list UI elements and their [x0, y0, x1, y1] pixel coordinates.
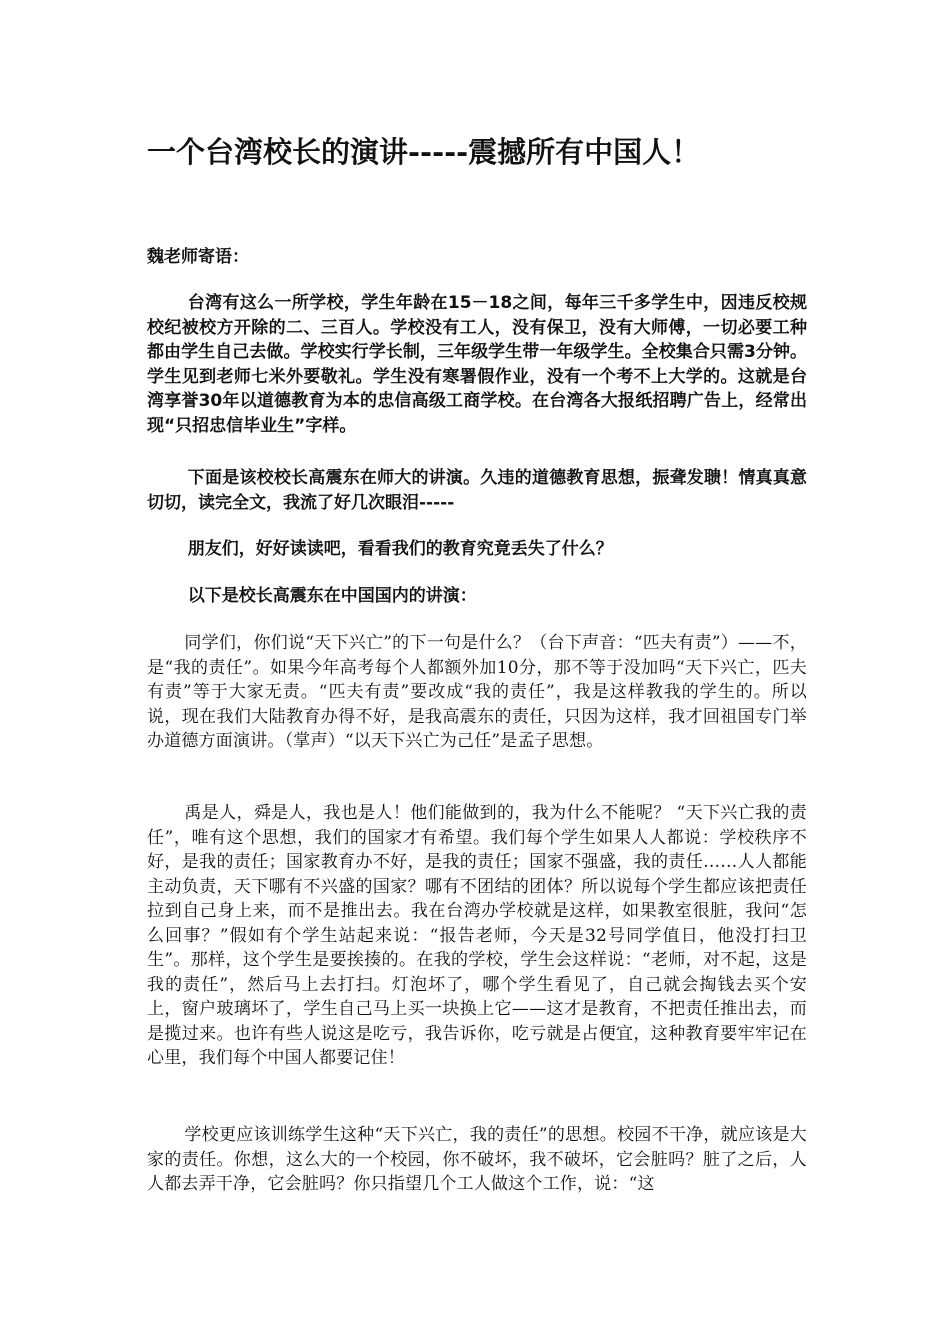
speech-intro-paragraph: 下面是该校校长高震东在师大的讲演。久违的道德教育思想，振聋发聩！情真真意切切，读完全文，我流了好几次眼泪-----: [147, 468, 807, 513]
page-title: 一个台湾校长的演讲-----震撼所有中国人！: [147, 135, 701, 169]
speech-heading-paragraph: 以下是校长高震东在中国国内的讲演：: [187, 586, 477, 606]
reader-note-paragraph: 朋友们，好好读读吧，看看我们的教育究竟丢失了什么？: [187, 539, 613, 559]
intro-paragraph: 台湾有这么一所学校，学生年龄在15－18之间，每年三千多学生中，因违反校规校纪被校方开除的二、三百人。学校没有工人，没有保卫，没有大师傅，一切必要工种都由学生自己去做。学校实行学长制，三年级学生带一年级学生。全校集合只需3分钟。学生见到老师七米外要敬礼。学生没有寒署假作业，没有一个考不上大学的。这就是台湾享誉30年以道德教育为本的忠信高级工商学校。在台湾各大报纸招聘广告上，经常出现“只招忠信毕业生”字样。: [147, 293, 807, 436]
section-label: 魏老师寄语：: [147, 247, 249, 267]
speech-paragraph: 同学们，你们说“天下兴亡”的下一句是什么？（台下声音：“匹夫有责”）——不，是“我的责任”。如果今年高考每个人都额外加10分，那不等于没加吗“天下兴亡，匹夫有责”等于大家无责。“匹夫有责”要改成“我的责任”，我是这样教我的学生的。所以说，现在我们大陆教育办得不好，是我高震东的责任，只因为这样，我才回祖国专门举办道德方面演讲。（掌声）“以天下兴亡为己任”是孟子思想。: [147, 633, 807, 751]
speech-paragraph: 学校更应该训练学生这种“天下兴亡，我的责任”的思想。校园不干净，就应该是大家的责任。你想，这么大的一个校园，你不破坏，我不破坏，它会脏吗？脏了之后，人人都去弄干净，它会脏吗？你只指望几个工人做这个工作，说：“这: [147, 1125, 807, 1194]
speech-paragraph: 禹是人，舜是人，我也是人！他们能做到的，我为什么不能呢？ “天下兴亡我的责任”，唯有这个思想，我们的国家才有希望。我们每个学生如果人人都说：学校秩序不好，是我的责任；国家教育办不好，是我的责任；国家不强盛，我的责任……人人都能主动负责，天下哪有不兴盛的国家？哪有不团结的团体？所以说每个学生都应该把责任拉到自己身上来，而不是推出去。我在台湾办学校就是这样，如果教室很脏，我问“怎么回事？”假如有个学生站起来说：“报告老师，今天是32号同学值日，他没打扫卫生”。那样，这个学生是要挨揍的。在我的学校，学生会这样说：“老师，对不起，这是我的责任”，然后马上去打扫。灯泡坏了，哪个学生看见了，自己就会掏钱去买个安上，窗户玻璃坏了，学生自己马上买一块换上它——这才是教育，不把责任推出去，而是揽过来。也许有些人说这是吃亏，我告诉你，吃亏就是占便宜，这种教育要牢牢记在心里，我们每个中国人都要记住！: [147, 803, 807, 1068]
